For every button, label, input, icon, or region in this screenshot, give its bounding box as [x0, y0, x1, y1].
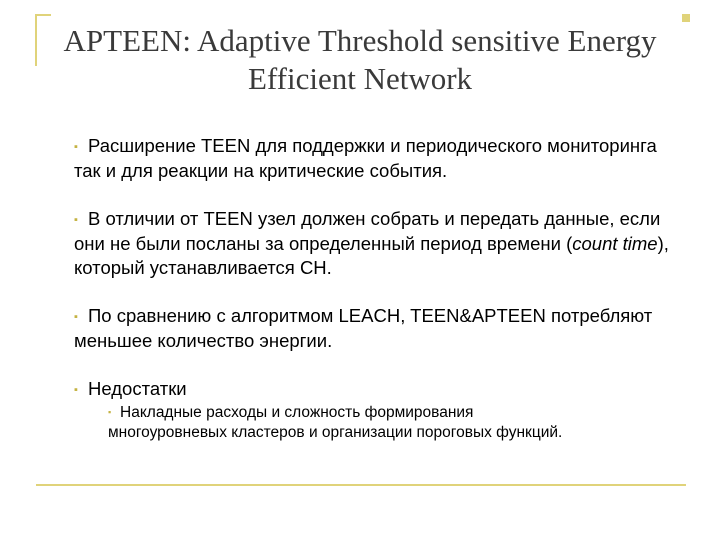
bullet-point-1 — [74, 134, 674, 183]
bullet-icon: ▪ — [74, 214, 78, 226]
sub-bullet-icon: ▪ — [108, 407, 112, 417]
slide-title-line-1: APTEEN: Adaptive Threshold sensitive Energy — [63, 23, 657, 58]
bullet-icon: ▪ — [74, 141, 78, 153]
slide-title-line-2: Efficient Network — [247, 61, 473, 96]
bullet-text-2-start: В отличии от TEEN узел должен собрать и передать данные, если они не были посланы за определенный период времени ( — [74, 208, 661, 254]
sub-bullet-point-1 — [108, 402, 578, 443]
decorative-bottom-line — [36, 484, 686, 486]
bullet-text-1: Расширение TEEN для поддержки и периодического мониторинга так и для реакции на критические события. — [74, 135, 657, 181]
bullet-icon: ▪ — [74, 384, 78, 396]
bullet-point-4 — [74, 377, 674, 402]
sub-bullet-text-1: Накладные расходы и сложность формирования многоуровневых кластеров и организации пороговых функций. — [108, 404, 563, 441]
slide-body — [74, 134, 674, 443]
decorative-square — [682, 14, 690, 22]
bullet-point-2 — [74, 207, 674, 280]
bullet-icon: ▪ — [74, 311, 78, 323]
bullet-point-3 — [74, 304, 674, 353]
count-time-term: count time — [572, 233, 658, 254]
bullet-text-2-end: ), который устанавливается СН. — [74, 233, 669, 278]
slide-title — [30, 22, 690, 98]
decorative-top-line — [35, 14, 51, 16]
bullet-text-3: По сравнению с алгоритмом LEACH, TEEN&APTEEN потребляют меньшее количество энергии. — [74, 305, 653, 351]
bullet-text-4: Недостатки — [88, 378, 187, 399]
